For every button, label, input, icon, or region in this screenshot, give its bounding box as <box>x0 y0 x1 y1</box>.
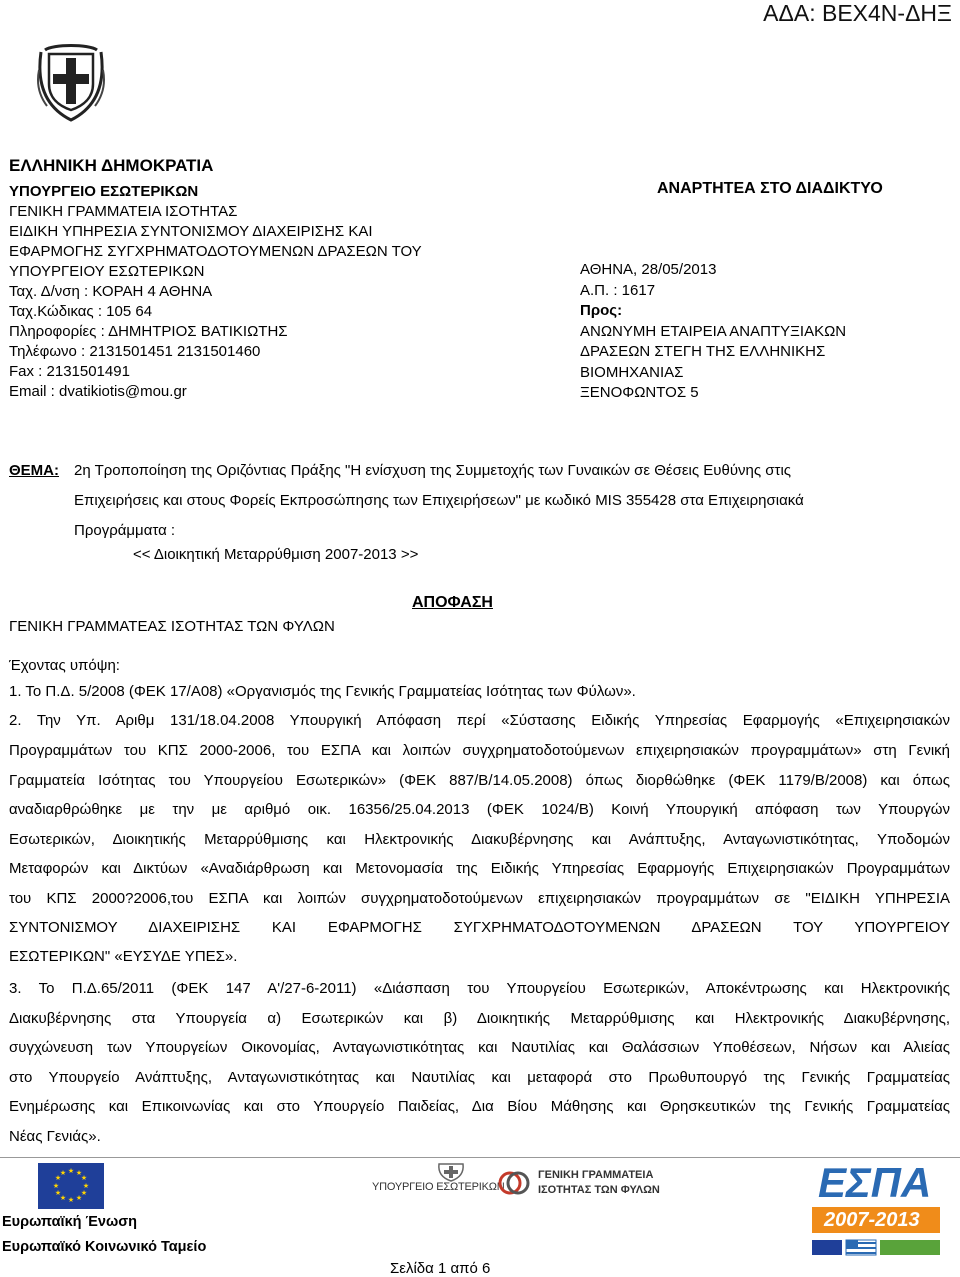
eu-flag-icon <box>38 1163 104 1209</box>
svg-text:★: ★ <box>82 1182 90 1190</box>
recipient-block <box>580 260 846 404</box>
greek-coat-of-arms-icon <box>35 40 107 124</box>
sender-line: ΕΦΑΡΜΟΓΗΣ ΣΥΓΧΡΗΜΑΤΟΔΟΤΟΥΜΕΝΩΝ ΔΡΑΣΕΩΝ ΤΟΥ <box>9 243 422 260</box>
gg-logo-line: ΓΕΝΙΚΗ ΓΡΑΜΜΑΤΕΙΑ <box>538 1169 654 1181</box>
gender-equality-logo-icon <box>497 1166 531 1200</box>
ada-code: ΑΔΑ: ΒΕΧ4Ν-ΔΗΞ <box>763 0 952 26</box>
sender-fax: Fax : 2131501491 <box>9 363 130 380</box>
body-line: ΣΥΝΤΟΝΙΣΜΟΥ ΔΙΑΧΕΙΡΙΣΗΣ ΚΑΙ ΕΦΑΡΜΟΓΗΣ ΣΥΓΧΡΗΜΑΤΟΔΟΤΟΥΜΕΝΩΝ ΔΡΑΣΕΩΝ ΤΟΥ ΥΠΟΥΡΓΕΙΟΥ <box>9 919 950 936</box>
body-line: Γραμματεία Ισότητας του Υπουργείου Εσωτερικών» (ΦΕΚ 887/Β/14.05.2008) όπως διορθώθηκε (ΦΕΚ 1179/Β/2008) και όπως <box>9 772 950 789</box>
svg-text:★: ★ <box>54 1189 62 1197</box>
to-label: Προς: <box>580 302 623 319</box>
footer-divider <box>0 1157 960 1158</box>
body-line: 1. Το Π.Δ. 5/2008 (ΦΕΚ 17/Α08) «Οργανισμός της Γενικής Γραμματείας Ισότητας των Φύλων». <box>9 683 636 700</box>
espa-logo-text: ΕΣΠΑ <box>818 1159 932 1206</box>
body-line: 3. Το Π.Δ.65/2011 (ΦΕΚ 147 Α'/27-6-2011) «Διάσπαση του Υπουργείου Εσωτερικών, Αποκέντρωσης και Ηλεκτρονικής <box>9 980 950 997</box>
considering-heading: Έχοντας υπόψη: <box>9 657 120 674</box>
subject-label: ΘΕΜΑ: <box>9 462 59 479</box>
subject-line: 2η Τροποποίηση της Οριζόντιας Πράξης "Η ενίσχυση της Συμμετοχής των Γυναικών σε Θέσεις Ευθύνης στις <box>74 462 792 479</box>
body-line: Διακυβέρνησης στα Υπουργεία α) Εσωτερικών και β) Διοικητικής Μεταρρύθμισης και Ηλεκτρονικής Διακυβέρνησης, <box>9 1010 950 1027</box>
subject-line: Προγράμματα : <box>74 522 176 539</box>
document-date: ΑΘΗΝΑ, 28/05/2013 <box>580 261 717 278</box>
body-line: ΕΣΩΤΕΡΙΚΩΝ" «ΕΥΣΥΔΕ ΥΠΕΣ». <box>9 948 238 965</box>
sender-contact-person: Πληροφορίες : ΔΗΜΗΤΡΙΟΣ ΒΑΤΙΚΙΩΤΗΣ <box>9 323 288 340</box>
ministry-logo-text: ΥΠΟΥΡΓΕΙΟ ΕΣΩΤΕΡΙΚΩΝ <box>372 1181 505 1193</box>
sender-email[interactable]: Email : dvatikiotis@mou.gr <box>9 383 187 400</box>
sender-block <box>9 156 422 402</box>
recipient-line: ΔΡΑΣΕΩΝ ΣΤΕΓΗ ΤΗΣ ΕΛΛΗΝΙΚΗΣ <box>580 343 826 360</box>
body-line: στο Υπουργείο Ανάπτυξης, Ανταγωνιστικότητας και Ναυτιλίας και μεταφορά στο Πρωθυπουργό της Γενικής Γραμματείας <box>9 1069 950 1086</box>
recipient-line: ΒΙΟΜΗΧΑΝΙΑΣ <box>580 363 684 381</box>
svg-text:★: ★ <box>67 1167 75 1175</box>
svg-text:★: ★ <box>59 1194 67 1202</box>
svg-text:★: ★ <box>75 1194 83 1202</box>
sender-line: ΕΙΔΙΚΗ ΥΠΗΡΕΣΙΑ ΣΥΝΤΟΝΙΣΜΟΥ ΔΙΑΧΕΙΡΙΣΗΣ ΚΑΙ <box>9 223 373 240</box>
svg-text:★: ★ <box>80 1189 88 1197</box>
espa-flags-icon <box>812 1237 940 1257</box>
svg-text:★: ★ <box>54 1174 62 1182</box>
subject-program: << Διοικητική Μεταρρύθμιση 2007-2013 >> <box>133 546 419 563</box>
body-line: συγχώνευση των Υπουργείων Οικονομίας, Ανταγωνιστικότητας και Ναυτιλίας και Θαλάσσιων Υποθέσεων, Νήσων και Αλιείας <box>9 1039 950 1056</box>
body-line: Προγραμμάτων του ΚΠΣ 2000-2006, του ΕΣΠΑ και λοιπών συγχρηματοδοτούμενων επιχειρησιακών προγραμμάτων» στη Γενική <box>9 742 950 759</box>
recipient-line: ΑΝΩΝΥΜΗ ΕΤΑΙΡΕΙΑ ΑΝΑΠΤΥΞΙΑΚΩΝ <box>580 322 847 340</box>
sender-postcode: Ταχ.Κώδικας : 105 64 <box>9 303 153 320</box>
sender-line: ΥΠΟΥΡΓΕΙΟΥ ΕΣΩΤΕΡΙΚΩΝ <box>9 263 205 280</box>
svg-text:★: ★ <box>52 1182 60 1190</box>
protocol-number: Α.Π. : 1617 <box>580 281 656 299</box>
esf-label: Ευρωπαϊκό Κοινωνικό Ταμείο <box>2 1239 207 1255</box>
svg-text:★: ★ <box>59 1169 67 1177</box>
issuer: ΓΕΝΙΚΗ ΓΡΑΜΜΑΤΕΑΣ ΙΣΟΤΗΤΑΣ ΤΩΝ ΦΥΛΩΝ <box>9 618 335 635</box>
state-name: ΕΛΛΗΝΙΚΗ ΔΗΜΟΚΡΑΤΙΑ <box>9 156 214 175</box>
decision-title: ΑΠΟΦΑΣΗ <box>412 594 493 611</box>
svg-text:★: ★ <box>67 1196 75 1204</box>
svg-text:★: ★ <box>75 1169 83 1177</box>
posting-notice: ΑΝΑΡΤΗΤΕΑ ΣΤΟ ΔΙΑΔΙΚΤΥΟ <box>657 180 883 197</box>
eu-label: Ευρωπαϊκή Ένωση <box>2 1214 137 1230</box>
sender-phone: Τηλέφωνο : 2131501451 2131501460 <box>9 343 261 360</box>
body-line: του ΚΠΣ 2000?2006,του ΕΣΠΑ και λοιπών συγχρηματοδοτούμενων επιχειρησιακών προγραμμάτων σε "ΕΙΔΙΚΗ ΥΠΗΡΕΣΙΑ <box>9 890 950 907</box>
body-line: Μεταφορών και Δικτύων «Αναδιάρθρωση και Μετονομασία της Ειδικής Υπηρεσίας Εφαρμογής Επιχειρησιακών Προγραμμάτων <box>9 860 950 877</box>
body-line: Ενημέρωσης και Επικοινωνίας και στο Υπουργείο Παιδείας, Δια Βίου Μάθησης και Θρησκευτικών της Γενικής Γραμματείας <box>9 1098 950 1115</box>
sender-address: Ταχ. Δ/νση : ΚΟΡΑΗ 4 ΑΘΗΝΑ <box>9 283 213 300</box>
ministry-emblem-icon <box>436 1162 466 1182</box>
body-line: αναδιαρθρώθηκε με την με αριθμό οικ. 16356/25.04.2013 (ΦΕΚ 1024/Β) Κοινή Υπουργική απόφαση των Υπουργών <box>9 801 950 818</box>
body-line: Νέας Γενιάς». <box>9 1128 101 1145</box>
subject-line: Επιχειρήσεις και στους Φορείς Εκπροσώπησης των Επιχειρήσεων" με κωδικό MIS 355428 στα Επιχειρησιακά <box>74 492 804 509</box>
body-line: 2. Την Υπ. Αριθμ 131/18.04.2008 Υπουργική Απόφαση περί «Σύστασης Ειδικής Υπηρεσίας Εφαρμογής «Επιχειρησιακών <box>9 712 950 729</box>
sender-line: ΓΕΝΙΚΗ ΓΡΑΜΜΑΤΕΙΑ ΙΣΟΤΗΤΑΣ <box>9 203 238 220</box>
gg-logo-line: ΙΣΟΤΗΤΑΣ ΤΩΝ ΦΥΛΩΝ <box>538 1184 660 1196</box>
espa-years: 2007-2013 <box>824 1209 920 1231</box>
page-number: Σελίδα 1 από 6 <box>390 1260 491 1277</box>
ministry-name: ΥΠΟΥΡΓΕΙΟ ΕΣΩΤΕΡΙΚΩΝ <box>9 183 199 200</box>
svg-text:★: ★ <box>80 1174 88 1182</box>
body-line: Εσωτερικών, Διοικητικής Μεταρρύθμισης και Ηλεκτρονικής Διακυβέρνησης και Ανάπτυξης, Ανταγωνιστικότητας, Υποδομών <box>9 831 950 848</box>
recipient-line: ΞΕΝΟΦΩΝΤΟΣ 5 <box>580 384 699 401</box>
